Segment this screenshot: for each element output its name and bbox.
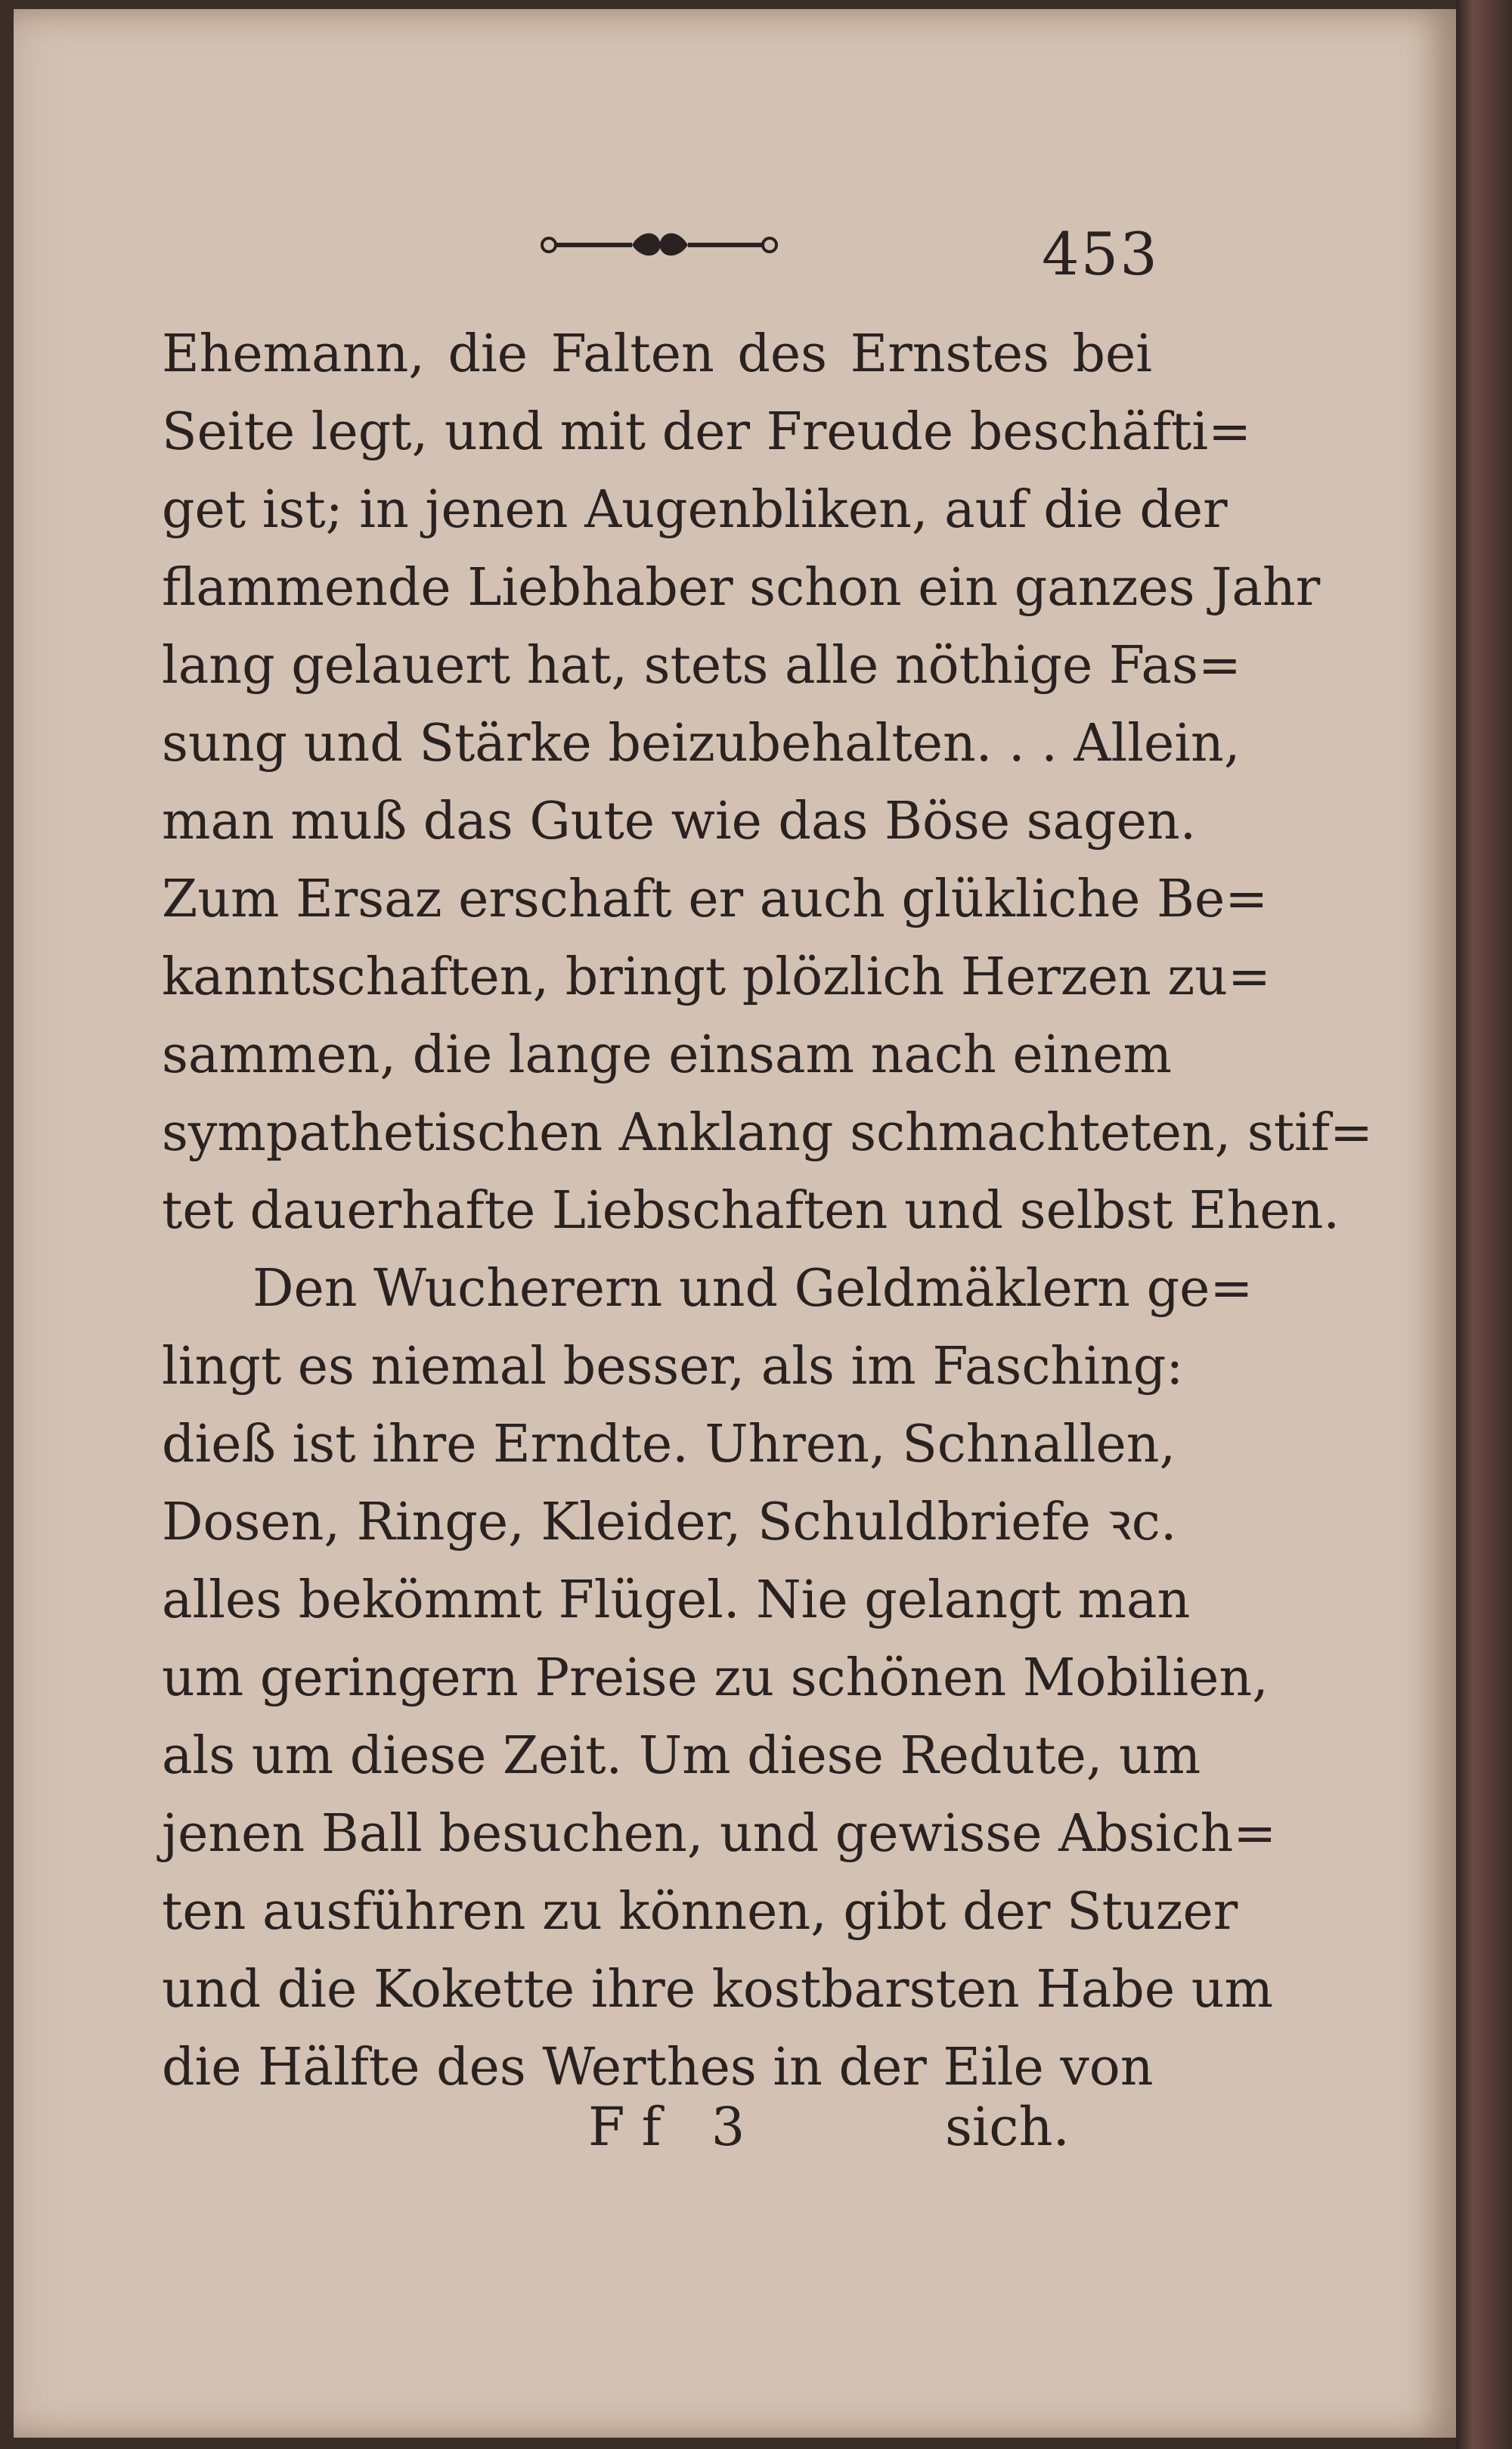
book-page (14, 9, 1456, 2438)
page-number: 453 (1042, 221, 1159, 289)
page-edge (1456, 0, 1512, 2449)
text-line: sammen, die lange einsam nach einem (162, 1025, 1172, 1085)
text-line: sympathetischen Anklang schmachteten, stif= (162, 1103, 1374, 1163)
signature-mark: Ff 3 (588, 2096, 762, 2158)
text-line: Ehemann, die Falten des Ernstes bei (162, 324, 1152, 384)
text-line: als um diese Zeit. Um diese Redute, um (162, 1726, 1201, 1786)
text-line: flammende Liebhaber schon ein ganzes Jahr (162, 558, 1321, 618)
text-line: um geringern Preise zu schönen Mobilien, (162, 1648, 1269, 1708)
text-line: kanntschaften, bringt plözlich Herzen zu= (162, 947, 1271, 1007)
text-line: die Hälfte des Werthes in der Eile von (162, 2038, 1154, 2097)
text-line: Zum Ersaz erschaft er auch glükliche Be= (162, 870, 1269, 929)
catchword: sich. (945, 2096, 1070, 2158)
text-line: alles bekömmt Flügel. Nie gelangt man (162, 1570, 1191, 1630)
text-line: tet dauerhafte Liebschaften und selbst Ehen. (162, 1181, 1340, 1241)
text-line: Dosen, Ringe, Kleider, Schuldbriefe ꝛc. (162, 1493, 1177, 1552)
text-line: sung und Stärke beizubehalten. . . Allein, (162, 714, 1241, 773)
decorative-rule-icon (535, 213, 785, 274)
text-line: und die Kokette ihre kostbarsten Habe um (162, 1960, 1273, 2020)
text-line: ten ausführen zu können, gibt der Stuzer (162, 1882, 1238, 1942)
text-line: Den Wucherern und Geldmäklern ge= (253, 1259, 1253, 1319)
text-line: dieß ist ihre Erndte. Uhren, Schnallen, (162, 1415, 1176, 1474)
text-line: lingt es niemal besser, als im Fasching: (162, 1337, 1184, 1397)
text-line: Seite legt, und mit der Freude beschäfti= (162, 402, 1252, 462)
text-line: man muß das Gute wie das Böse sagen. (162, 792, 1197, 851)
body-text (162, 315, 1374, 2106)
text-line: lang gelauert hat, stets alle nöthige Fas= (162, 636, 1241, 696)
text-line: get ist; in jenen Augenbliken, auf die der (162, 480, 1228, 540)
text-line: jenen Ball besuchen, und gewisse Absich= (162, 1804, 1277, 1864)
